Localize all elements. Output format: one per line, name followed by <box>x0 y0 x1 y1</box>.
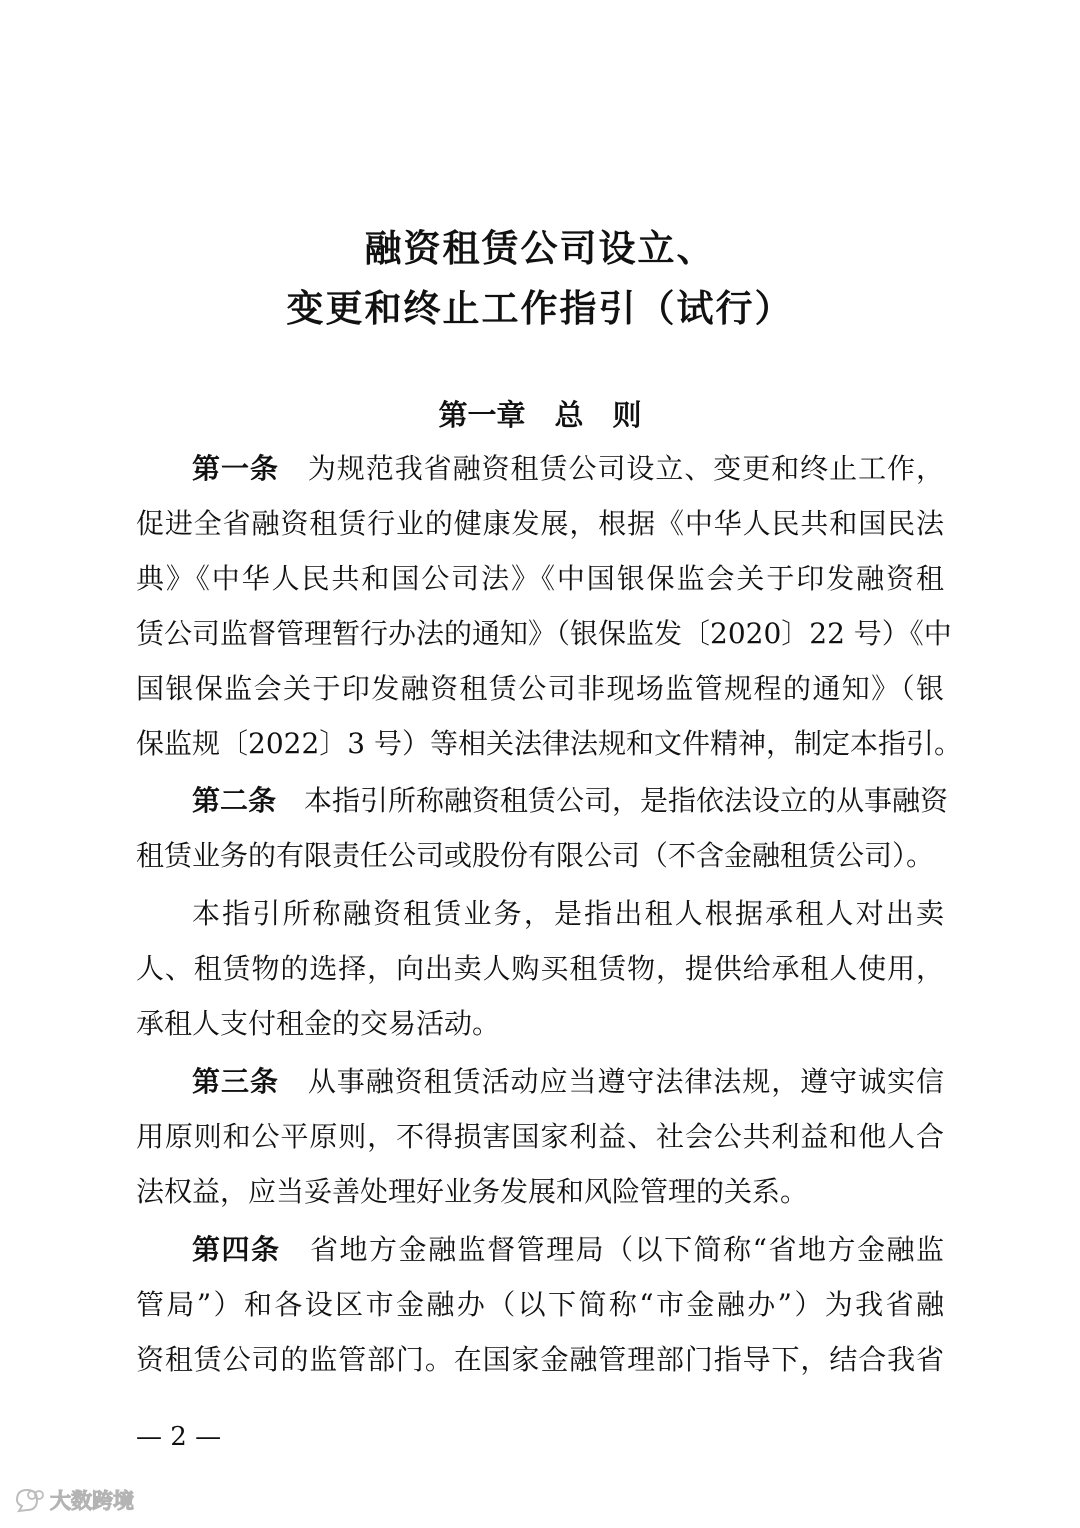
article-label: 第一条 <box>192 452 279 485</box>
body-line: 租赁业务的有限责任公司或股份有限公司（不含金融租赁公司）。 <box>136 839 935 872</box>
watermark-logo-icon <box>14 1487 46 1513</box>
article-label: 第二条 <box>192 784 277 817</box>
document-title-line-2: 变更和终止工作指引（试行） <box>286 286 794 330</box>
body-line: 国银保监会关于印发融资租赁公司非现场监管规程的通知》（银 <box>136 672 944 705</box>
article-4-line-1 <box>192 1224 944 1276</box>
body-line: 促进全省融资租赁行业的健康发展，根据《中华人民共和国民法 <box>136 507 944 540</box>
body-line: 典》《中华人民共和国公司法》《中国银保监会关于印发融资租 <box>136 562 944 595</box>
article-label: 第三条 <box>192 1065 279 1098</box>
body-line: 赁公司监督管理暂行办法的通知》（银保监发〔2020〕22 号）《中 <box>136 617 952 650</box>
body-line: 资租赁公司的监管部门。在国家金融管理部门指导下，结合我省 <box>136 1343 944 1376</box>
line-text: 从事融资租赁活动应当遵守法律法规，遵守诚实信 <box>278 1065 944 1098</box>
body-line: 保监规〔2022〕3 号）等相关法律法规和文件精神，制定本指引。 <box>136 727 962 760</box>
article-label: 第四条 <box>192 1233 281 1266</box>
body-line: 管局”）和各设区市金融办（以下简称“市金融办”）为我省融 <box>136 1288 944 1321</box>
line-text: 省地方金融监督管理局（以下简称“省地方金融监 <box>280 1233 944 1266</box>
line-text: 为规范我省融资租赁公司设立、变更和终止工作， <box>278 452 944 485</box>
body-line: 用原则和公平原则，不得损害国家利益、社会公共利益和他人合 <box>136 1120 944 1153</box>
watermark-text: 大数跨境 <box>50 1489 134 1513</box>
document-title-line-1: 融资租赁公司设立、 <box>364 226 716 270</box>
body-line: 承租人支付租金的交易活动。 <box>136 1007 501 1040</box>
paragraph-line: 本指引所称融资租赁业务，是指出租人根据承租人对出卖 <box>192 897 944 930</box>
body-line: 法权益，应当妥善处理好业务发展和风险管理的关系。 <box>136 1175 809 1208</box>
article-2-line-1 <box>192 775 949 827</box>
article-1-line-1 <box>192 443 944 495</box>
page-number: — 2 — <box>136 1422 222 1452</box>
watermark <box>14 1484 134 1516</box>
chapter-heading: 第一章 总 则 <box>438 398 642 432</box>
body-line: 人、租赁物的选择，向出卖人购买租赁物，提供给承租人使用， <box>136 952 944 985</box>
article-3-line-1 <box>192 1056 944 1108</box>
line-text: 本指引所称融资租赁公司，是指依法设立的从事融资 <box>276 784 949 817</box>
